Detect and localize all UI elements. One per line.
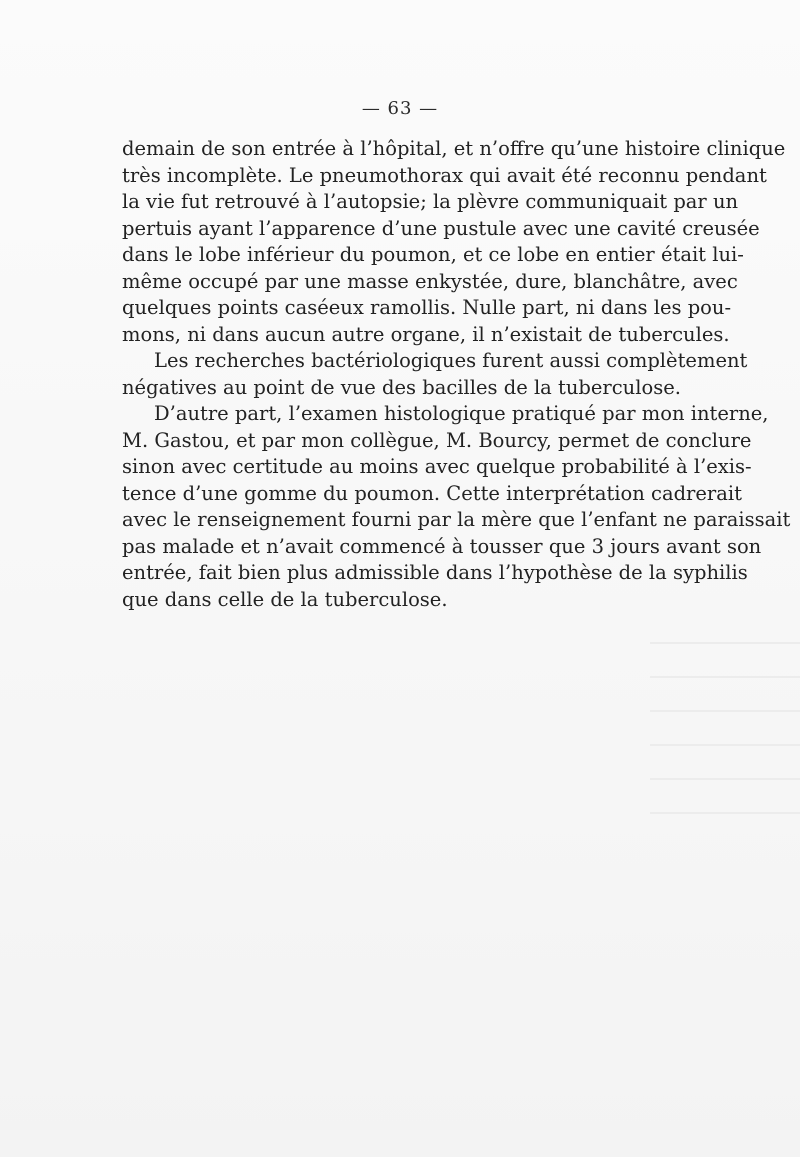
show-through-line — [650, 778, 800, 780]
text-line: la vie fut retrouvé à l’autopsie; la plèvre communiquait par un — [122, 190, 739, 213]
page-number: — 63 — — [361, 98, 439, 119]
text-line: M. Gastou, et par mon collègue, M. Bourcy, permet de conclure — [122, 428, 752, 452]
show-through-line — [650, 812, 800, 814]
text-line: pertuis ayant l’apparence d’une pustule avec une cavité creusée — [122, 216, 760, 240]
text-line: sinon avec certitude au moins avec quelque probabilité à l’exis- — [122, 455, 752, 478]
text-line: tence d’une gomme du poumon. Cette interprétation cadrerait — [122, 481, 742, 505]
text-line: entrée, fait bien plus admissible dans l’hypothèse de la syphilis — [122, 561, 748, 584]
text-line: demain de son entrée à l’hôpital, et n’offre qu’une histoire clinique — [122, 137, 786, 160]
show-through-line — [650, 710, 800, 712]
show-through-line — [650, 744, 800, 746]
paragraph-start-line: D’autre part, l’examen histologique pratiqué par mon interne, — [154, 402, 769, 425]
text-line: pas malade et n’avait commencé à tousser que 3 jours avant son — [122, 534, 762, 558]
show-through-line — [650, 676, 800, 678]
text-line: même occupé par une masse enkystée, dure, blanchâtre, avec — [122, 269, 738, 293]
body-text — [122, 136, 791, 613]
text-line: avec le renseignement fourni par la mère que l’enfant ne paraissait — [122, 508, 791, 531]
text-line: dans le lobe inférieur du poumon, et ce lobe en entier était lui- — [122, 243, 744, 266]
text-line: très incomplète. Le pneumothorax qui avait été reconnu pendant — [122, 163, 767, 187]
show-through-line — [650, 642, 800, 644]
paragraph-start-line: Les recherches bactériologiques furent aussi complètement — [154, 349, 748, 372]
text-line: quelques points caséeux ramollis. Nulle part, ni dans les pou- — [122, 296, 732, 319]
text-line: mons, ni dans aucun autre organe, il n’existait de tubercules. — [122, 322, 730, 346]
text-line: que dans celle de la tuberculose. — [122, 587, 448, 611]
text-line: négatives au point de vue des bacilles de la tuberculose. — [122, 375, 681, 399]
show-through-shadow — [650, 610, 800, 846]
